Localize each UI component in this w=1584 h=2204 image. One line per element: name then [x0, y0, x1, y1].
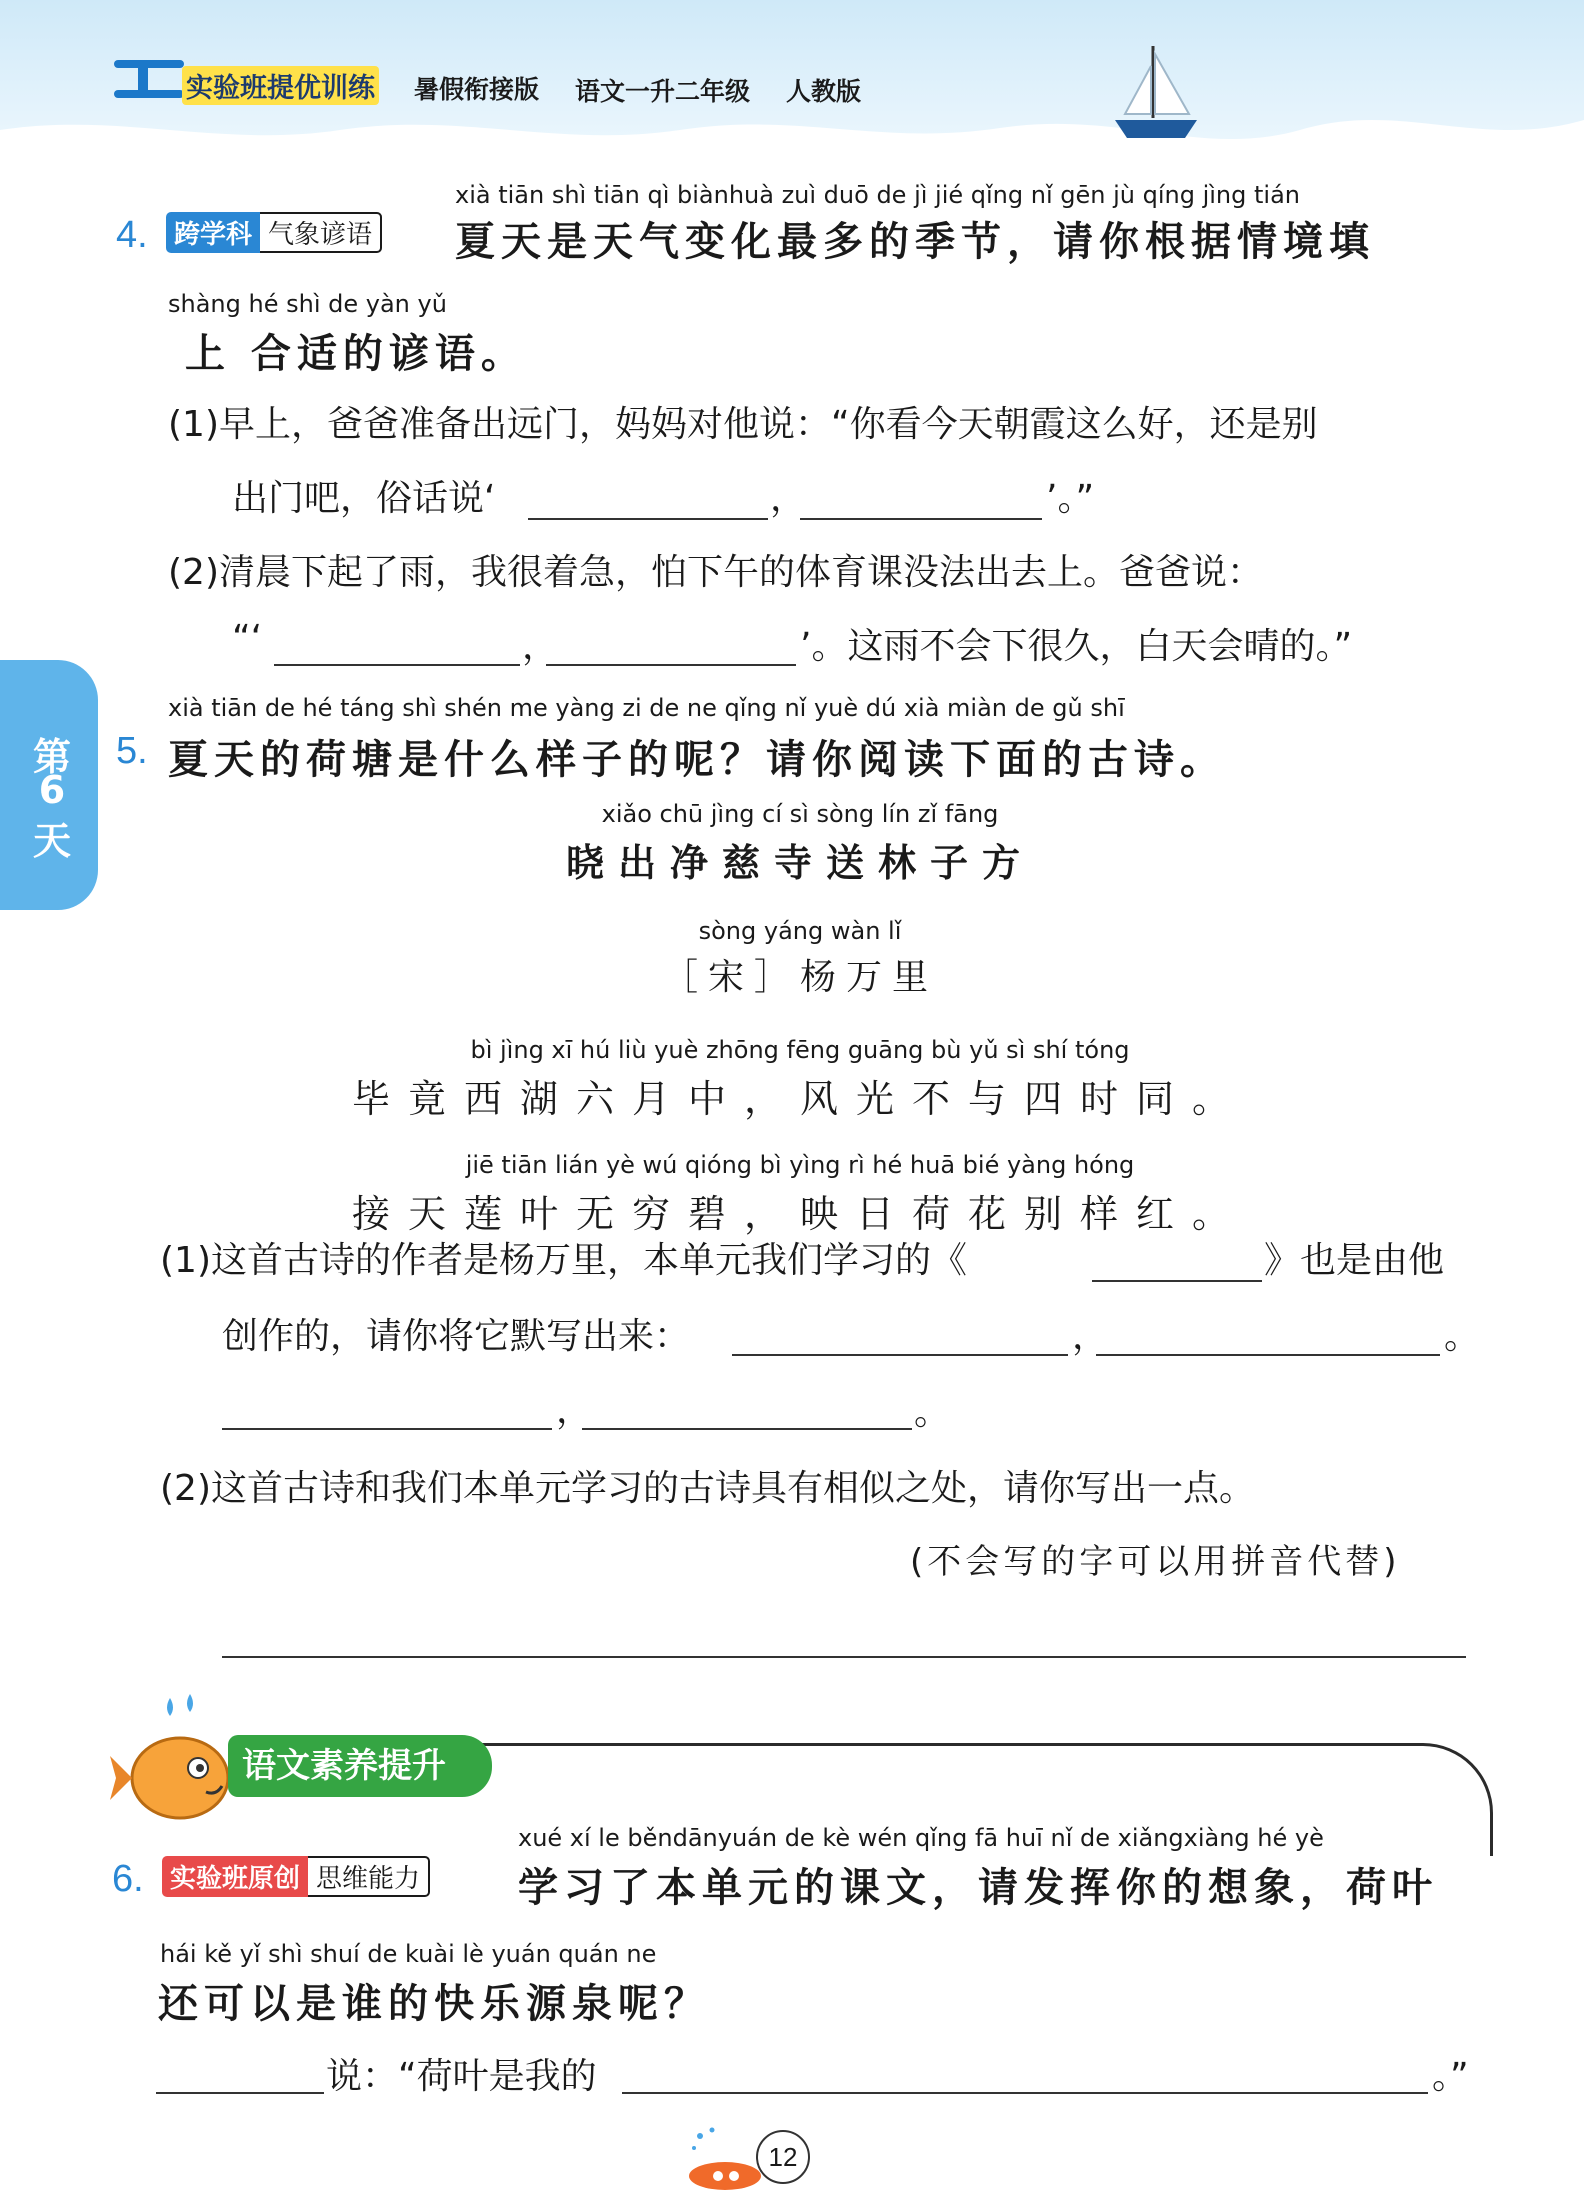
q5-recite-blank-3[interactable]: [222, 1428, 552, 1430]
q4-prompt-line2: 上 合适的谚语。: [185, 331, 527, 377]
subject-label: 语文一升二年级: [575, 77, 751, 106]
q5-period-2: 。: [914, 1392, 951, 1433]
poem-block: [300, 800, 1300, 1238]
q4-sub1-blank-b[interactable]: [800, 518, 1042, 520]
poem-author-pinyin: sòng yáng wàn lǐ: [698, 917, 902, 945]
q5-recite-blank-2[interactable]: [1096, 1354, 1440, 1356]
side-tab-char: 6: [38, 768, 66, 812]
publisher-label: 人教版: [786, 77, 862, 106]
poem-title-pinyin: xiǎo chū jìng cí sì sòng lín zǐ fāng: [601, 800, 999, 828]
brand-title: 实验班提优训练: [182, 66, 379, 105]
q4-sub2-blank-a[interactable]: [274, 664, 520, 666]
q5-comma-2: ，: [556, 1390, 593, 1431]
section-title: 语文素养提升: [242, 1746, 446, 1786]
q4-tag-interdisciplinary: 跨学科: [166, 212, 260, 253]
poem-line1-pinyin: bì jìng xī hú liù yuè zhōng fēng guāng bù yǔ sì shí tóng: [470, 1036, 1130, 1064]
q4-pinyin-line1: xià tiān shì tiān qì biànhuà zuì duō de jì jié qǐng nǐ gēn jù qíng jìng tián: [455, 181, 1300, 209]
poem-line2: 接天莲叶无穷碧，映日荷花别样红。: [351, 1192, 1248, 1236]
q6-tag-original: 实验班原创: [162, 1856, 308, 1897]
q4-pinyin-line2: shàng hé shì de yàn yǔ: [168, 290, 447, 318]
side-tab-char: 第: [32, 735, 71, 779]
q6-pinyin-line2: hái kě yǐ shì shuí de kuài lè yuán quán ne: [160, 1940, 657, 1968]
q5-sub1-line2: 创作的，请你将它默写出来：: [222, 1316, 691, 1357]
poem-author: ［宋］杨万里: [661, 957, 938, 998]
q4-tags: [166, 212, 382, 253]
q5-recite-blank-4[interactable]: [582, 1428, 912, 1430]
q5-prompt: 夏天的荷塘是什么样子的呢？请你阅读下面的古诗。: [168, 737, 1226, 783]
q4-number: 4.: [116, 214, 148, 256]
poem-line1: 毕竟西湖六月中，风光不与四时同。: [351, 1077, 1248, 1121]
day-side-tab: [0, 660, 98, 910]
q5-comma-1: ，: [1072, 1316, 1109, 1357]
q5-note: (不会写的字可以用拼音代替): [910, 1542, 1401, 1582]
q6-number: 6.: [112, 1858, 144, 1900]
poem-title: 晓出净慈寺送林子方: [565, 841, 1034, 885]
q4-prompt-line1: 夏天是天气变化最多的季节，请你根据情境填: [455, 219, 1375, 265]
q4-sub1-end: ’。”: [1046, 478, 1095, 519]
q5-number: 5.: [116, 730, 148, 772]
q5-period-1: 。: [1444, 1316, 1481, 1357]
q6-say-text: 说：“荷叶是我的: [326, 2056, 597, 2097]
q6-end: 。”: [1432, 2056, 1469, 2097]
q5-pinyin: xià tiān de hé táng shì shén me yàng zi de ne qǐng nǐ yuè dú xià miàn de gǔ shī: [168, 694, 1125, 722]
q4-tag-weather-proverb: 气象谚语: [260, 212, 382, 253]
q4-sub1-comma: ，: [770, 478, 807, 519]
sailboat-icon: [1105, 40, 1205, 150]
side-tab-char: 天: [32, 819, 71, 863]
q4-sub1-line1: (1)早上，爸爸准备出远门，妈妈对他说：“你看今天朝霞这么好，还是别: [168, 404, 1318, 445]
edition-label: 暑假衔接版: [414, 75, 540, 104]
q4-sub2-comma: ，: [522, 626, 559, 667]
q4-sub2-line1: (2)清晨下起了雨，我很着急，怕下午的体育课没法出去上。爸爸说：: [168, 552, 1263, 593]
q6-who-blank[interactable]: [156, 2092, 324, 2094]
section-banner: [228, 1735, 492, 1797]
q6-tag-thinking: 思维能力: [308, 1856, 430, 1897]
q5-sub1-line1: (1)这首古诗的作者是杨万里，本单元我们学习的《: [160, 1240, 967, 1281]
q6-tags: [162, 1856, 430, 1897]
q5-poem-name-blank[interactable]: [1092, 1280, 1262, 1282]
q6-prompt-line2: 还可以是谁的快乐源泉呢？: [158, 1981, 710, 2027]
q5-sub1-line1-end: 》也是由他: [1264, 1240, 1445, 1281]
q4-sub1-line2: 出门吧，俗话说‘: [232, 478, 496, 519]
poem-line2-pinyin: jiē tiān lián yè wú qióng bì yìng rì hé huā bié yàng hóng: [465, 1151, 1135, 1179]
page-header: [0, 0, 1584, 160]
q4-sub2-open: “‘: [232, 618, 263, 659]
page-number: 12: [756, 2130, 810, 2184]
q6-prompt-line1: 学习了本单元的课文，请发挥你的想象，荷叶: [518, 1865, 1438, 1911]
q5-recite-blank-1[interactable]: [732, 1354, 1068, 1356]
q4-sub2-blank-b[interactable]: [546, 664, 796, 666]
q5-answer-line[interactable]: [222, 1656, 1466, 1658]
q6-pinyin-line1: xué xí le běndānyuán de kè wén qǐng fā huī nǐ de xiǎngxiàng hé yè: [518, 1824, 1324, 1852]
q4-sub2-end: ’。这雨不会下很久，白天会晴的。”: [800, 626, 1353, 667]
q6-answer-blank[interactable]: [622, 2092, 1428, 2094]
q4-sub1-blank-a[interactable]: [528, 518, 768, 520]
q5-sub2: (2)这首古诗和我们本单元学习的古诗具有相似之处，请你写出一点。: [160, 1468, 1255, 1509]
